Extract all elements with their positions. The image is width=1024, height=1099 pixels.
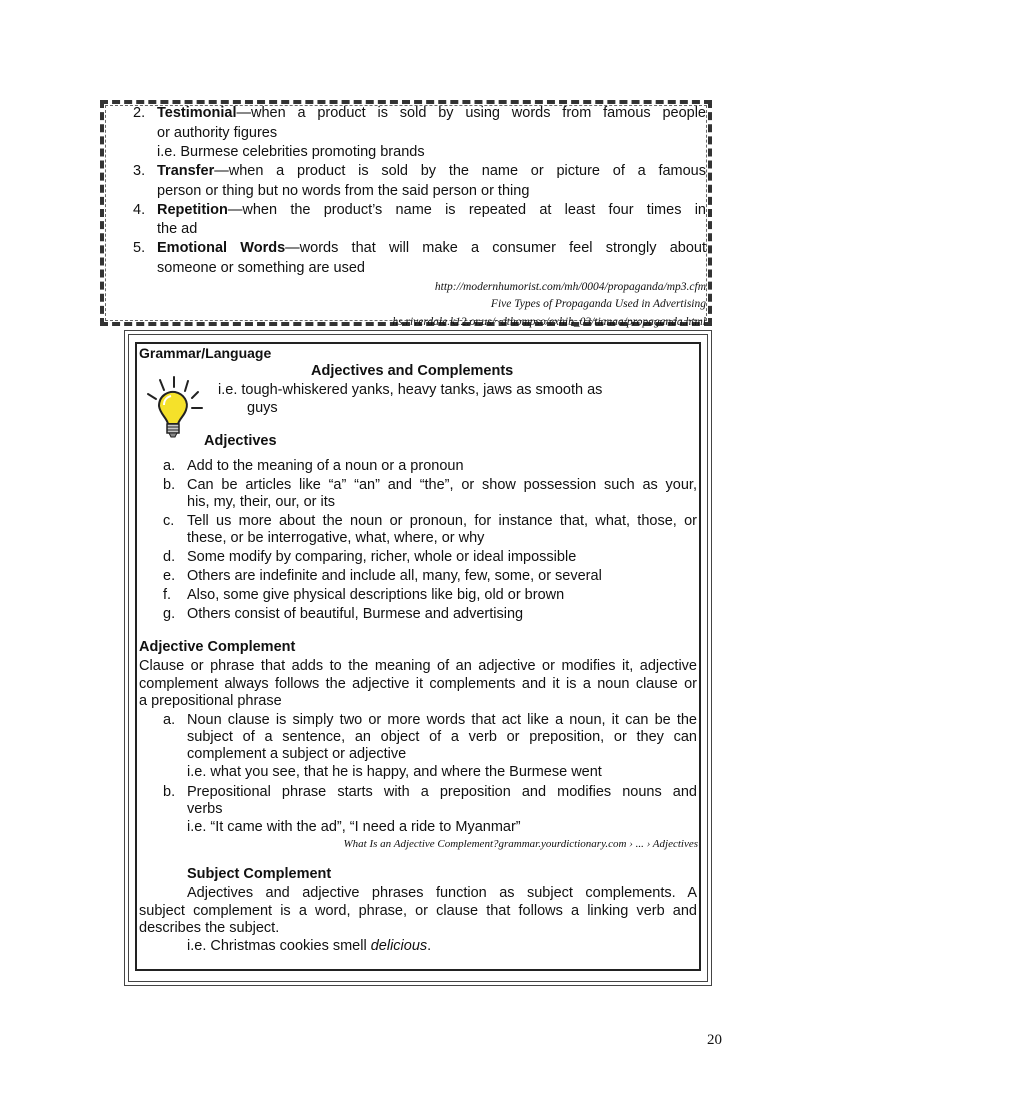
list-item-example: i.e. “It came with the ad”, “I need a ride to Myanmar” [187, 819, 521, 835]
list-marker: g. [163, 606, 176, 622]
citation-url: http://modernhumorist.com/mh/0004/propaganda/mp3.cfm [434, 281, 706, 293]
list-item: Also, some give physical descriptions like big, old or brown [187, 587, 565, 603]
list-item-continuation: or authority figures [157, 125, 278, 141]
list-item: Noun clause is simply two or more words that act like a noun, it can be the [187, 712, 697, 728]
list-marker: 3. [133, 163, 146, 179]
citation: What Is an Adjective Complement?grammar.yourdictionary.com › ... › Adjectives [343, 838, 698, 850]
subject-complement-heading: Subject Complement [187, 866, 332, 882]
list-item-continuation: subject of a sentence, an object of a verb or preposition, or they can [187, 729, 697, 745]
list-item: Others are indefinite and include all, many, few, some, or several [187, 568, 602, 584]
list-item-continuation: person or thing but no words from the said person or thing [157, 183, 530, 199]
list-item-transfer: Transfer—when a product is sold by the name or picture of a famous [157, 163, 706, 179]
list-item-testimonial: Testimonial—when a product is sold by using words from famous people [157, 105, 706, 121]
list-item: Others consist of beautiful, Burmese and advertising [187, 606, 524, 622]
section-title: Adjectives and Complements [311, 363, 514, 379]
subject-paragraph: describes the subject. [139, 920, 280, 936]
list-marker: 5. [133, 240, 146, 256]
citation-url: hs.riverdale.k12.or.us/~dthompso/exhib_03/tianaa/propaganda.html [392, 316, 706, 328]
list-marker: b. [163, 477, 176, 493]
subject-example: i.e. Christmas cookies smell delicious. [187, 938, 432, 954]
list-item-continuation: someone or something are used [157, 260, 365, 276]
list-item: Can be articles like “a” “an” and “the”, or show possession such as your, [187, 477, 697, 493]
list-marker: 4. [133, 202, 146, 218]
list-marker: c. [163, 513, 175, 529]
lightbulb-icon [140, 372, 212, 444]
list-item-continuation: his, my, their, our, or its [187, 494, 336, 510]
list-marker: b. [163, 784, 176, 800]
list-marker: f. [163, 587, 172, 603]
page-number: 20 [707, 1032, 722, 1048]
list-item: Tell us more about the noun or pronoun, for instance that, what, those, or [187, 513, 697, 529]
section-label: Grammar/Language [139, 345, 272, 361]
complement-definition: Clause or phrase that adds to the meaning of an adjective or modifies it, adjective [139, 658, 697, 674]
list-item: Prepositional phrase starts with a preposition and modifies nouns and [187, 784, 697, 800]
complement-definition: a prepositional phrase [139, 693, 282, 709]
subject-paragraph: subject complement is a word, phrase, or clause that follows a linking verb and [139, 903, 697, 919]
list-item-repetition: Repetition—when the product’s name is repeated at least four times in [157, 202, 706, 218]
list-marker: e. [163, 568, 176, 584]
citation-title: Five Types of Propaganda Used in Advertising [490, 298, 706, 310]
list-item: Add to the meaning of a noun or a pronoun [187, 458, 464, 474]
list-marker: d. [163, 549, 176, 565]
complement-definition: complement always follows the adjective it complements and it is a noun clause or [139, 676, 697, 692]
example-line: guys [247, 400, 278, 416]
example-line: i.e. tough-whiskered yanks, heavy tanks, jaws as smooth as [218, 382, 603, 398]
adjectives-heading: Adjectives [204, 433, 277, 449]
complement-heading: Adjective Complement [139, 639, 296, 655]
list-item-emotional-words: Emotional Words—words that will make a consumer feel strongly about [157, 240, 706, 256]
list-marker: a. [163, 712, 176, 728]
list-marker: 2. [133, 105, 146, 121]
list-item-example: i.e. what you see, that he is happy, and where the Burmese went [187, 764, 602, 780]
list-item-example: i.e. Burmese celebrities promoting brands [157, 144, 425, 160]
list-item-continuation: verbs [187, 801, 223, 817]
subject-paragraph: Adjectives and adjective phrases function as subject complements. A [187, 885, 697, 901]
list-item: Some modify by comparing, richer, whole or ideal impossible [187, 549, 577, 565]
list-item-continuation: these, or be interrogative, what, where, or why [187, 530, 485, 546]
list-item-continuation: complement a subject or adjective [187, 746, 407, 762]
list-marker: a. [163, 458, 176, 474]
list-item-continuation: the ad [157, 221, 198, 237]
